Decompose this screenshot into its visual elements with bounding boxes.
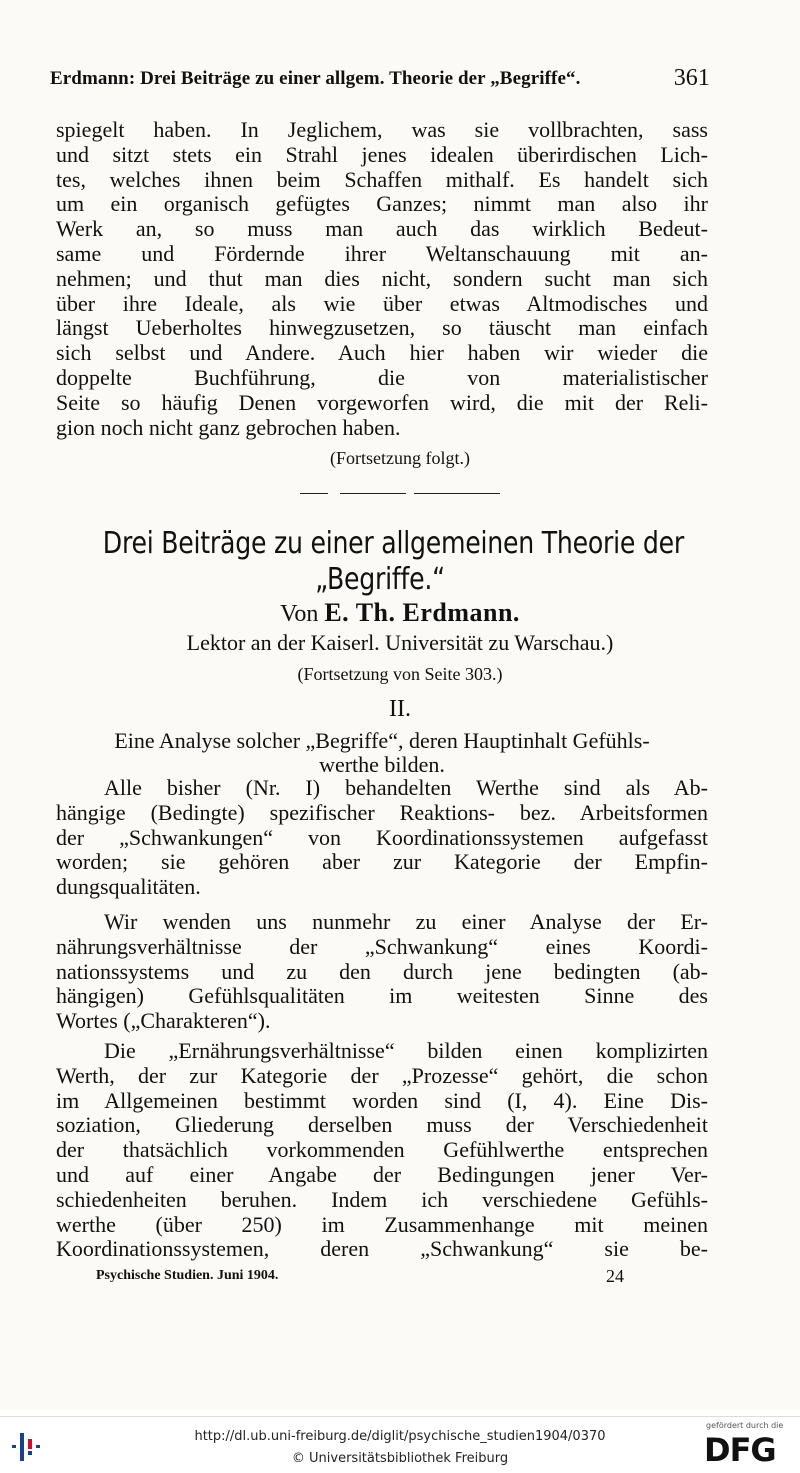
- byline-prefix: Von: [280, 601, 319, 627]
- section-subheading-line-1: Eine Analyse solcher „Begriffe“, deren Hauptinhalt Gefühls-: [114, 728, 650, 753]
- text-line: hängige (Bedingte) spezifischer Reaktions- bez. Arbeitsformen: [56, 799, 708, 825]
- text-line: Die „Ernährungsverhältnisse“ bilden einen komplizirten: [104, 1038, 708, 1063]
- dfg-logo[interactable]: [704, 1421, 794, 1471]
- document-url-link[interactable]: http://dl.ub.uni-freiburg.de/diglit/psychische_studien1904/0370: [194, 1429, 606, 1444]
- text-line: Werk an, so muss man auch das wirklich Bedeut-: [56, 216, 708, 242]
- section-subheading-line-2: werthe bilden.: [319, 752, 445, 777]
- text-line: im Allgemeinen bestimmt worden sind (I, 4). Eine Dis-: [56, 1087, 708, 1113]
- paragraph: [56, 1039, 708, 1262]
- text-line: hängigen) Gefühlsqualitäten im weitesten Sinne des: [56, 983, 708, 1009]
- text-line: Seite so häufig Denen vorgeworfen wird, die mit der Reli-: [56, 389, 708, 415]
- author-affiliation: Lektor an der Kaiserl. Universität zu Warschau.): [186, 630, 614, 655]
- text-line: same und Fördernde ihrer Weltanschauung mit an-: [56, 240, 708, 266]
- paragraph-continued: [56, 118, 708, 440]
- article-title-line-2: „Begriffe.“: [315, 562, 445, 597]
- viewer-footer: [0, 1416, 800, 1473]
- text-line: der „Schwankungen“ von Koordinationssystemen aufgefasst: [56, 824, 708, 850]
- sheet-signature: 24: [606, 1266, 624, 1286]
- text-line: werthe (über 250) im Zusammenhange mit meinen: [56, 1211, 708, 1237]
- author-name: E. Th. Erdmann.: [324, 598, 520, 627]
- text-line: längst Ueberholtes hinwegzusetzen, so täuscht man einfach: [56, 315, 708, 341]
- text-line: nehmen; und thut man dies nicht, sondern sucht man sich: [56, 265, 708, 291]
- text-line: gion noch nicht ganz gebrochen haben.: [56, 414, 401, 440]
- running-head-title: Erdmann: Drei Beiträge zu einer allgem. Theorie der „Begriffe“.: [50, 68, 581, 89]
- text-line: doppelte Buchführung, die von materialistischer: [56, 364, 708, 390]
- text-line: Alle bisher (Nr. I) behandelten Werthe sind als Ab-: [104, 775, 708, 800]
- text-line: tes, welches ihnen beim Schaffen mithalf. Es handelt sich: [56, 166, 708, 192]
- text-line: sich selbst und Andere. Auch hier haben wir wieder die: [56, 340, 708, 366]
- text-line: nationssystems und zu den durch jene bedingten (ab-: [56, 958, 708, 984]
- text-line: und auf einer Angabe der Bedingungen jener Ver-: [56, 1161, 708, 1187]
- section-divider: [300, 493, 500, 494]
- text-line: Wir wenden uns nunmehr zu einer Analyse der Er-: [104, 909, 708, 934]
- paragraph: [56, 910, 708, 1034]
- byline: [0, 598, 800, 628]
- text-line: soziation, Gliederung derselben muss der Verschiedenheit: [56, 1112, 708, 1138]
- text-line: um ein organisch gefügtes Ganzes; nimmt man also ihr: [56, 191, 708, 217]
- dfg-tagline: gefördert durch die: [706, 1421, 784, 1430]
- running-head: [50, 65, 710, 91]
- text-line: über ihre Ideale, als wie über etwas Altmodisches und: [56, 290, 708, 316]
- page-number: 361: [673, 65, 710, 91]
- text-line: Wortes („Charakteren“).: [56, 1008, 271, 1034]
- article-title-line-1: Drei Beiträge zu einer allgemeinen Theorie der: [102, 526, 684, 561]
- text-line: worden; sie gehören aber zur Kategorie der Empfin-: [56, 849, 708, 875]
- text-line: Koordinationssystemen, deren „Schwankung“ sie be-: [56, 1236, 708, 1262]
- text-line: nährungsverhältnisse der „Schwankung“ eines Koordi-: [56, 933, 708, 959]
- dfg-wordmark: DFG: [704, 1431, 776, 1469]
- text-line: Werth, der zur Kategorie der „Prozesse“ gehört, die schon: [56, 1062, 708, 1088]
- paragraph: [56, 776, 708, 900]
- text-line: der thatsächlich vorkommenden Gefühlwerthe entsprechen: [56, 1137, 708, 1163]
- continued-from-note: (Fortsetzung von Seite 303.): [297, 664, 503, 684]
- text-line: dungsqualitäten.: [56, 874, 201, 900]
- text-line: spiegelt haben. In Jeglichem, was sie vollbrachten, sass: [56, 117, 708, 142]
- section-number: II.: [389, 696, 411, 722]
- text-line: und sitzt stets ein Strahl jenes idealen überirdischen Lich-: [56, 141, 708, 167]
- copyright-notice: © Universitätsbibliothek Freiburg: [291, 1451, 509, 1466]
- text-line: schiedenheiten beruhen. Indem ich verschiedene Gefühls-: [56, 1186, 708, 1212]
- journal-footer: Psychische Studien. Juni 1904.: [96, 1268, 279, 1283]
- continued-note: (Fortsetzung folgt.): [330, 448, 470, 468]
